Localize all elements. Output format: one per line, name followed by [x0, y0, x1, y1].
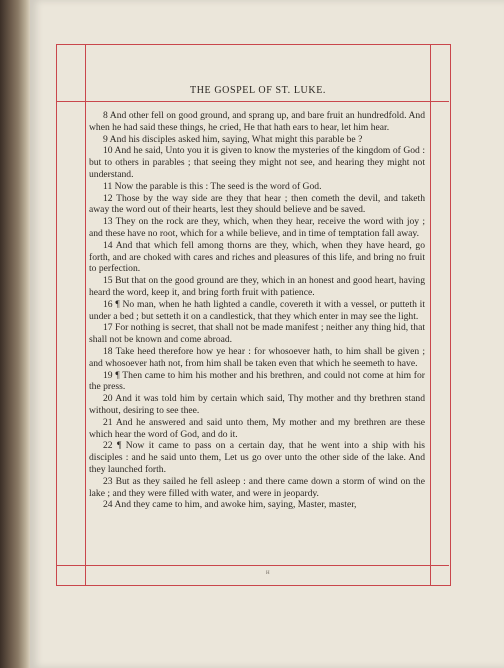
- verse: 18 Take heed therefore how ye hear : for whosoever hath, to him shall be given ; and whosoever hath not, from him shall be taken even that which he seemeth to have.: [89, 345, 425, 369]
- verse: 24 And they came to him, and awoke him, saying, Master, master,: [103, 499, 357, 511]
- verse: 13 They on the rock are they, which, when they hear, receive the word with joy ; and these have no root, which for a while believe, and in time of temptation fall away.: [89, 216, 425, 239]
- verse: 15 But that on the good ground are they, which in an honest and good heart, having heard the word, keep it, and bring forth fruit with patience.: [89, 275, 425, 298]
- verse: 10 And he said, Unto you it is given to know the mysteries of the kingdom of God : but to others in parables ; that seeing they might not see, and hearing they might not understand.: [89, 145, 425, 180]
- verse: 14 And that which fell among thorns are they, which, when they have heard, go forth, and are choked with cares and riches and pleasures of this life, and bring no fruit to perfection.: [89, 239, 425, 275]
- verse: 22 ¶ Now it came to pass on a certain day, that he went into a ship with his disciples : and he said unto them, Let us go over unto the other side of the lake. And they launched forth.: [89, 440, 425, 475]
- verse: 11 Now the parable is this : The seed is the word of God.: [103, 180, 322, 192]
- verse: 9 And his disciples asked him, saying, What might this parable be ?: [103, 133, 363, 145]
- signature-mark: H: [266, 571, 270, 576]
- header-rule: [56, 101, 449, 102]
- verse: 16 ¶ No man, when he hath lighted a candle, covereth it with a vessel, or putteth it under a bed ; but setteth it on a candlestick, that they which enter in may see the light.: [89, 298, 425, 322]
- verse: 19 ¶ Then came to him his mother and his brethren, and could not come at him for the press.: [89, 369, 425, 393]
- scripture-text: [89, 110, 425, 511]
- left-margin-rule: [85, 44, 86, 585]
- verse: 17 For nothing is secret, that shall not be made manifest ; neither any thing hid, that shall not be known and come abroad.: [89, 322, 425, 346]
- running-head: THE GOSPEL OF ST. LUKE.: [189, 85, 327, 96]
- footer-rule: [56, 565, 449, 566]
- verse: 8 And other fell on good ground, and sprang up, and bare fruit an hundredfold. And when he had said these things, he cried, He that hath ears to hear, let him hear.: [89, 110, 425, 133]
- verse: 12 Those by the way side are they that hear ; then cometh the devil, and taketh away the word out of their hearts, lest they should believe and be saved.: [89, 192, 425, 216]
- verse: 20 And it was told him by certain which said, Thy mother and thy brethren stand without, desiring to see thee.: [89, 393, 425, 416]
- verse: 21 And he answered and said unto them, My mother and my brethren are these which hear the word of God, and do it.: [89, 416, 425, 440]
- book-binding: [0, 0, 30, 668]
- right-margin-rule: [430, 44, 431, 585]
- verse: 23 But as they sailed he fell asleep : and there came down a storm of wind on the lake ; and they were filled with water, and were in jeopardy.: [89, 475, 425, 499]
